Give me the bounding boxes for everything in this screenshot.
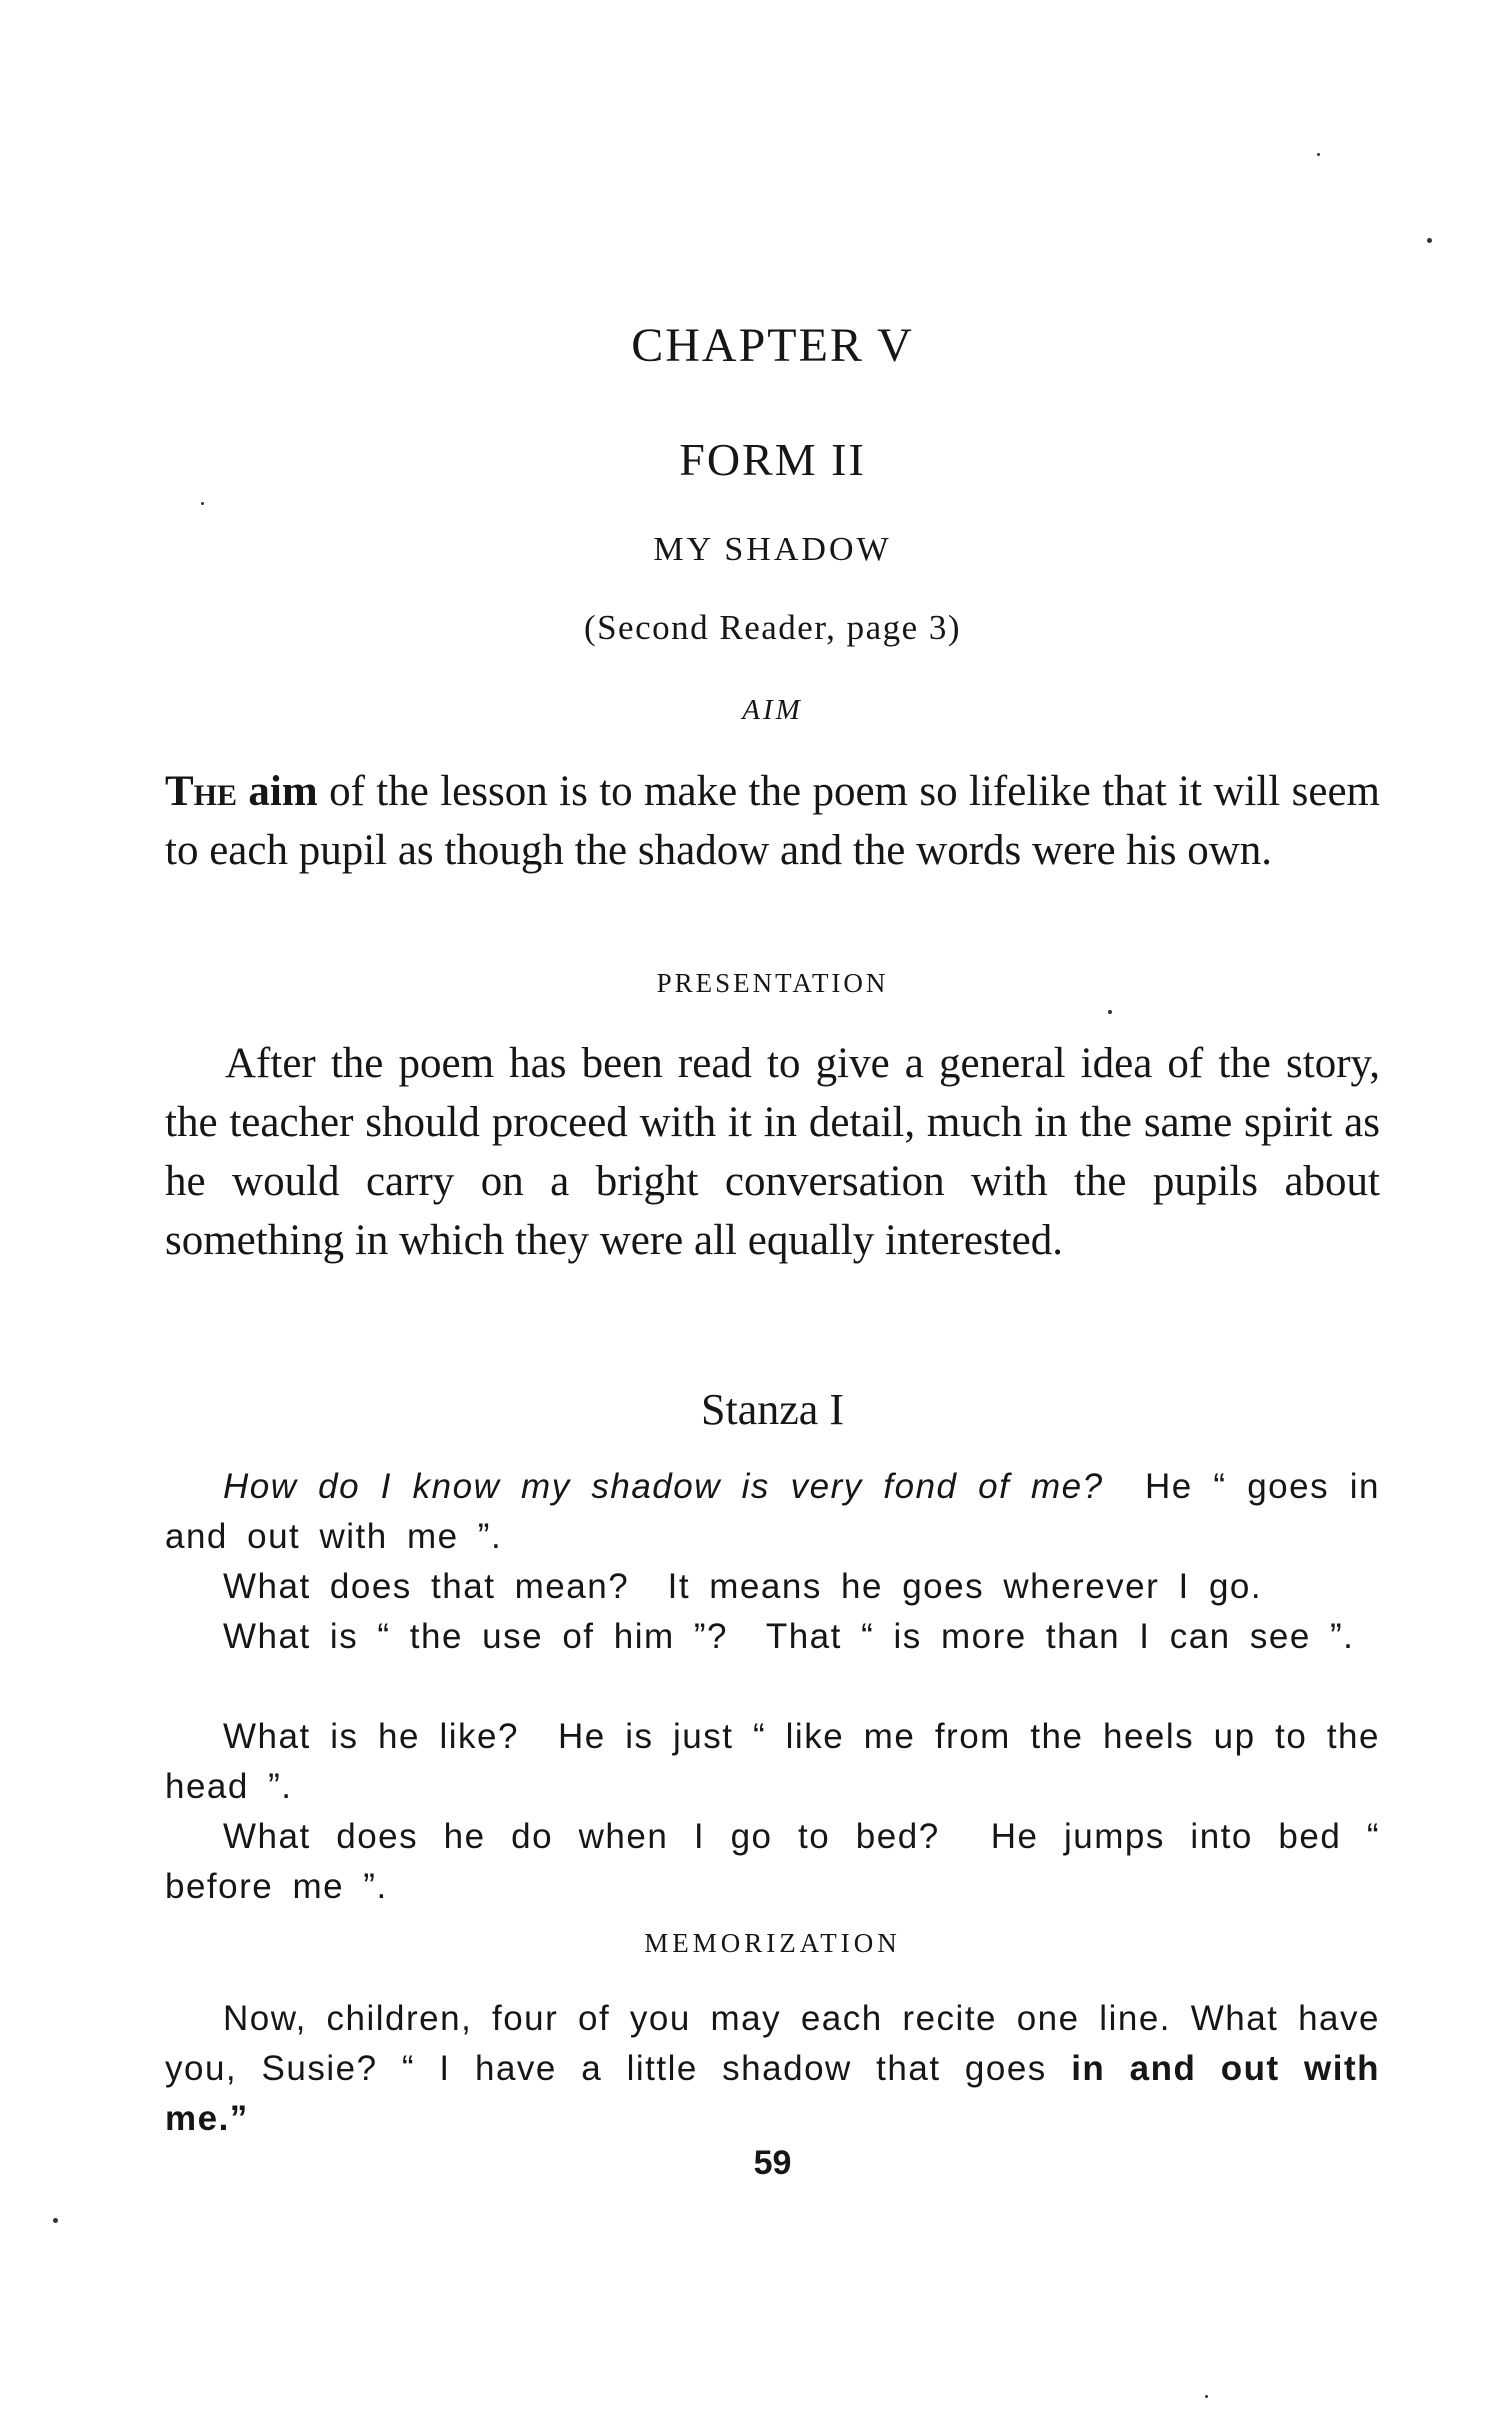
aim-text: of the lesson is to make the poem so lifelike that it will seem to each pupil as though the shadow and the words were his own. [165,768,1380,874]
paper-speck [201,502,204,505]
paper-speck [1427,238,1432,243]
presentation-heading: PRESENTATION [656,968,889,998]
answer: That “ is more than I can see ”. [765,1617,1355,1656]
question: What does he do when I go to bed? [223,1817,940,1856]
aim-paragraph [165,762,1380,880]
question-answer [165,1712,1380,1812]
paper-speck [53,2218,58,2223]
book-page [165,0,1380,2413]
aim-heading: AIM [742,694,803,726]
question: What does that mean? [223,1567,630,1606]
paper-speck [1205,2395,1208,2398]
poem-title: MY SHADOW [653,531,892,568]
aim-lead-bold: aim [237,768,318,815]
answer: He is just “ like me from the heels up to the head ”. [165,1717,1380,1806]
memorization-heading: MEMORIZATION [644,1928,901,1958]
question: What is he like? [223,1717,519,1756]
question-answer [165,1812,1380,1912]
page-number: 59 [753,2144,792,2182]
memorization-bold-tail: in and out with me.” [165,2049,1380,2138]
question-answer [165,1562,1380,1612]
paper-speck [1317,153,1320,156]
question-answer [165,1612,1380,1662]
question-answer [165,1462,1380,1562]
memorization-text: Now, children, four of you may each recite one line. What have you, Susie? “ I have a little shadow that goes [165,1999,1380,2088]
aim-lead-word: The [165,768,238,815]
question: What is “ the use of him ”? [223,1617,728,1656]
question: How do I know my shadow is very fond of me? [223,1467,1104,1506]
answer: He “ goes in and out with me ”. [165,1467,1380,1556]
presentation-paragraph: After the poem has been read to give a general idea of the story, the teacher should proceed with it in detail, much in the same spirit as he would carry on a bright conversation with the pupils about something in which they were all equally interested. [165,1040,1380,1264]
paper-speck [1108,1010,1112,1014]
memorization-paragraph [165,1994,1380,2144]
stanza-heading: Stanza I [701,1385,844,1434]
answer: He jumps into bed “ before me ”. [165,1817,1380,1906]
answer: It means he goes wherever I go. [667,1567,1263,1606]
chapter-title: CHAPTER V [631,319,914,372]
poem-source: (Second Reader, page 3) [583,608,962,647]
form-title: FORM II [679,434,866,485]
